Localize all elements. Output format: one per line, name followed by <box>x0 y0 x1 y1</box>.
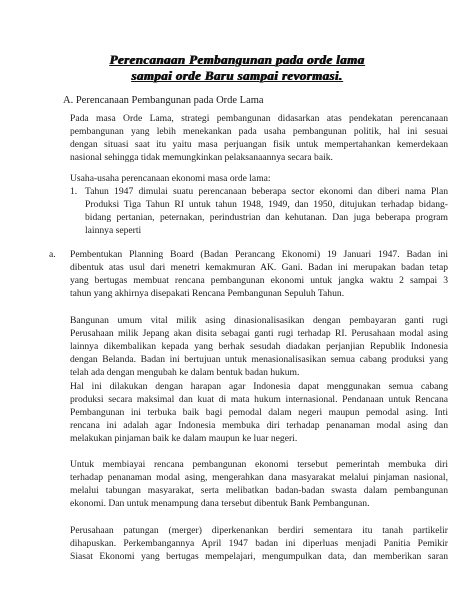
paragraph-4 <box>70 380 448 445</box>
text-line: Perusahaan patungan (merger) diperkenankan berdiri sementara itu tanah partikelir <box>70 525 448 536</box>
document-title <box>40 52 434 84</box>
text-line: dengan situasi saat itu yaitu masa perjuangan fisik untuk mempertahankan kemerdekaan <box>70 139 448 150</box>
text-line: melalui tabungan masyarakat, serta melibatkan badan-badan swasta dalam pembangunan <box>70 485 448 496</box>
list-letter: a. <box>49 249 56 260</box>
text-line: bidang pertanian, peternakan, perindustrian dan kehutanan. Dan juga beberapa program <box>85 212 448 223</box>
text-line: dengan Belanda. Badan ini bertujuan untuk menasionalisasikan semua cabang produksi yang <box>70 354 448 365</box>
text-line: rencana ini adalah agar Indonesia membuka diri terhadap penanaman modal asing dan <box>70 420 448 431</box>
text-line: ekonomi. Dan untuk menampung dana tersebut dibentuk Bank Pembangunan. <box>70 498 370 509</box>
text-line: lainnya dikembalikan kepada yang berhak sesudah diadakan perjanjian Republik Indonesia <box>70 341 448 352</box>
text-line: pembangunan yang lebih menekankan pada usaha pembangunan politik, hal ini sesuai <box>70 126 448 137</box>
text-line: nasional sehingga tidak memungkinkan pelaksanaannya secara baik. <box>70 152 333 163</box>
text-line: Siasat Ekonomi yang bertugas mempelajari, mengumpulkan data, dan memberikan saran <box>70 551 448 562</box>
text-line: produksi secara maksimal dan kuat di mata hukum internasional. Pendanaan untuk Rencana <box>70 394 448 405</box>
paragraph-6 <box>70 524 448 563</box>
text-line: Produksi Tiga Tahun RI untuk tahun 1948, 1949, dan 1950, ditujukan terhadap bidang- <box>85 199 448 210</box>
text-line: Hal ini dilakukan dengan harapan agar Indonesia dapat menggunakan semua cabang <box>70 381 448 392</box>
title-line-2: sampai orde Baru sampai revormasi. <box>131 68 343 83</box>
text-line: lainnya seperti <box>85 225 142 236</box>
text-line: yang bertugas membuat rencana pembangunan ekonomi untuk jangka waktu 2 sampai 3 <box>70 275 448 286</box>
paragraph-3 <box>70 314 448 379</box>
text-line: Untuk membiayai rencana pembangunan ekonomi tersebut pemerintah membuka diri <box>70 459 448 470</box>
text-line: dibentuk atas usul dari menetri kemakmuran AK. Gani. Badan ini merupakan badan tetap <box>70 262 448 273</box>
title-line-1: Perencanaan Pembangunan pada orde lama <box>109 52 365 67</box>
paragraph-1 <box>70 112 448 164</box>
text-line: Usaha-usaha perencanaan ekonomi masa orde lama: <box>70 173 271 184</box>
text-line: Pembangunan ini terbuka baik bagi pemodal dalam negeri maupun pemodal asing. Inti <box>70 407 448 418</box>
list-item-body <box>85 185 448 237</box>
paragraph-5 <box>70 458 448 510</box>
text-line: Tahun 1947 dimulai suatu perencanaan beberapa sector ekonomi dan diberi nama Plan <box>85 186 448 197</box>
text-line: tahun yang akhirnya disepakati Rencana Pembangunan Sepuluh Tahun. <box>70 288 345 299</box>
list-item-body <box>70 248 448 300</box>
text-line: Pembentukan Planning Board (Badan Perancang Ekonomi) 19 Januari 1947. Badan ini <box>70 249 448 260</box>
text-line: terhadap penanaman modal asing, mengerahkan dana masyarakat melalui pinjaman nasional, <box>70 472 448 483</box>
text-line: Pada masa Orde Lama, strategi pembangunan didasarkan atas pendekatan perencanaan <box>70 113 448 124</box>
text-line: dihapuskan. Perkembangannya April 1947 badan ini diperluas menjadi Panitia Pemikir <box>70 538 448 549</box>
paragraph-2 <box>70 172 448 185</box>
text-line: Perusahaan milik Jepang akan disita sebagai ganti rugi terhadap RI. Perusahaan modal asing <box>70 328 448 339</box>
section-heading: A. Perencanaan Pembangunan pada Orde Lama <box>63 95 264 106</box>
text-line: Bangunan umum vital milik asing dinasionalisasikan dengan pembayaran ganti rugi <box>70 315 448 326</box>
list-number: 1. <box>70 186 78 197</box>
text-line: melakukan pinjaman baik ke dalam maupun ke luar negeri. <box>70 433 298 444</box>
text-line: telah ada dengan mengubah ke dalam bentuk badan hukum. <box>70 367 300 378</box>
